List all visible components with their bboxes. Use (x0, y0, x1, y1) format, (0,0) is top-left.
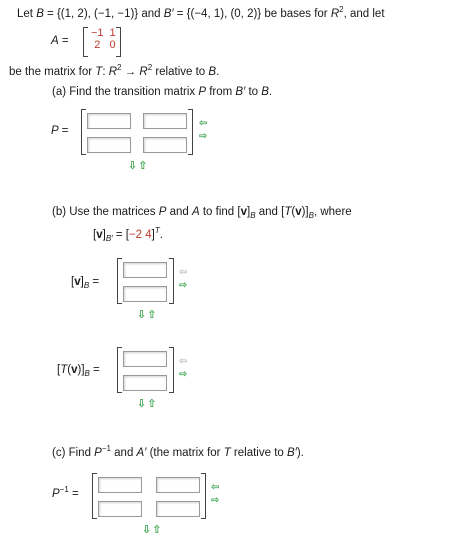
row-arrows (137, 308, 157, 321)
tv-b-label: $[T(v)]_B$ = (57, 364, 100, 378)
remove-row-arrow-icon[interactable]: ⇧ (147, 309, 158, 321)
add-column-arrow-icon: ⇦ (179, 267, 188, 278)
matrix-a-cell: −1 (91, 27, 104, 39)
remove-column-arrow-icon[interactable]: ⇨ (179, 280, 188, 291)
matrix-p-input-r1c1[interactable] (87, 113, 131, 129)
v-b-label: $[v]_B$ = (71, 276, 100, 290)
vector-v-left-bracket (117, 258, 122, 304)
remove-row-arrow-icon[interactable]: ⇧ (147, 398, 158, 410)
add-column-arrow-icon[interactable]: ⇦ (199, 118, 208, 129)
remove-column-arrow-icon[interactable]: ⇨ (211, 495, 220, 506)
matrix-p-right-bracket (188, 109, 193, 155)
matrix-p-left-bracket (81, 109, 86, 155)
remove-row-arrow-icon[interactable]: ⇧ (138, 160, 149, 172)
vector-v-right-bracket (169, 258, 174, 304)
matrix-p-input-r2c2[interactable] (143, 137, 187, 153)
matrix-p-inverse-input-r1c1[interactable] (98, 477, 142, 493)
vector-tv-left-bracket (117, 347, 122, 393)
add-row-arrow-icon[interactable]: ⇩ (142, 524, 153, 536)
v-b-prime-given: $[v]_{B'} = [-2$ 4]$^T$. (93, 226, 163, 243)
matrix-p-inverse-input-r2c1[interactable] (98, 501, 142, 517)
vector-v-input-r2[interactable] (123, 286, 167, 302)
matrix-p-inverse-right-bracket (201, 473, 206, 519)
add-column-arrow-icon: ⇦ (179, 356, 188, 367)
add-column-arrow-icon[interactable]: ⇦ (211, 482, 220, 493)
matrix-p-input-r1c2[interactable] (143, 113, 187, 129)
row-arrows (128, 159, 148, 172)
remove-column-arrow-icon[interactable]: ⇨ (179, 369, 188, 380)
part-c-prompt: (c) Find $P^{-1}$ and A′ (the matrix for T relative to B′). (52, 444, 304, 459)
matrix-p-inverse-left-bracket (92, 473, 97, 519)
matrix-p-inverse-input-r2c2[interactable] (156, 501, 200, 517)
add-row-arrow-icon[interactable]: ⇩ (137, 398, 148, 410)
vector-tv-input-r2[interactable] (123, 375, 167, 391)
matrix-a (88, 27, 119, 51)
vector-tv-right-bracket (169, 347, 174, 393)
remove-column-arrow-icon[interactable]: ⇨ (199, 131, 208, 142)
remove-row-arrow-icon[interactable]: ⇧ (152, 524, 163, 536)
matrix-a-cell: 0 (109, 39, 116, 51)
add-row-arrow-icon[interactable]: ⇩ (128, 160, 139, 172)
row-arrows (137, 397, 157, 410)
vector-tv-input-r1[interactable] (123, 351, 167, 367)
matrix-a-label: A = (51, 35, 69, 47)
part-a-prompt: (a) Find the transition matrix P from B′ to B. (52, 86, 273, 98)
row-arrows (142, 523, 162, 536)
vector-v-input-r1[interactable] (123, 262, 167, 278)
matrix-a-cell: 1 (109, 27, 116, 39)
matrix-a-cell: 2 (94, 39, 101, 51)
add-row-arrow-icon[interactable]: ⇩ (137, 309, 148, 321)
matrix-p-input-r2c1[interactable] (87, 137, 131, 153)
part-b-prompt: (b) Use the matrices P and A to find $[v]_B$ and $[T(v)]_B$, where (52, 206, 352, 220)
matrix-p-label: P = (51, 125, 69, 137)
intro-text: Let B = {(1, 2), (−1, −1)} and B′ = {(−4, 1), (0, 2)} be bases for $R^2$, and let (17, 5, 385, 20)
matrix-p-inverse-label: $P^{-1}$ = (52, 485, 79, 500)
matrix-description: be the matrix for T: $R^2 \to R^2$ relative to B. (9, 63, 220, 78)
matrix-p-inverse-input-r1c2[interactable] (156, 477, 200, 493)
